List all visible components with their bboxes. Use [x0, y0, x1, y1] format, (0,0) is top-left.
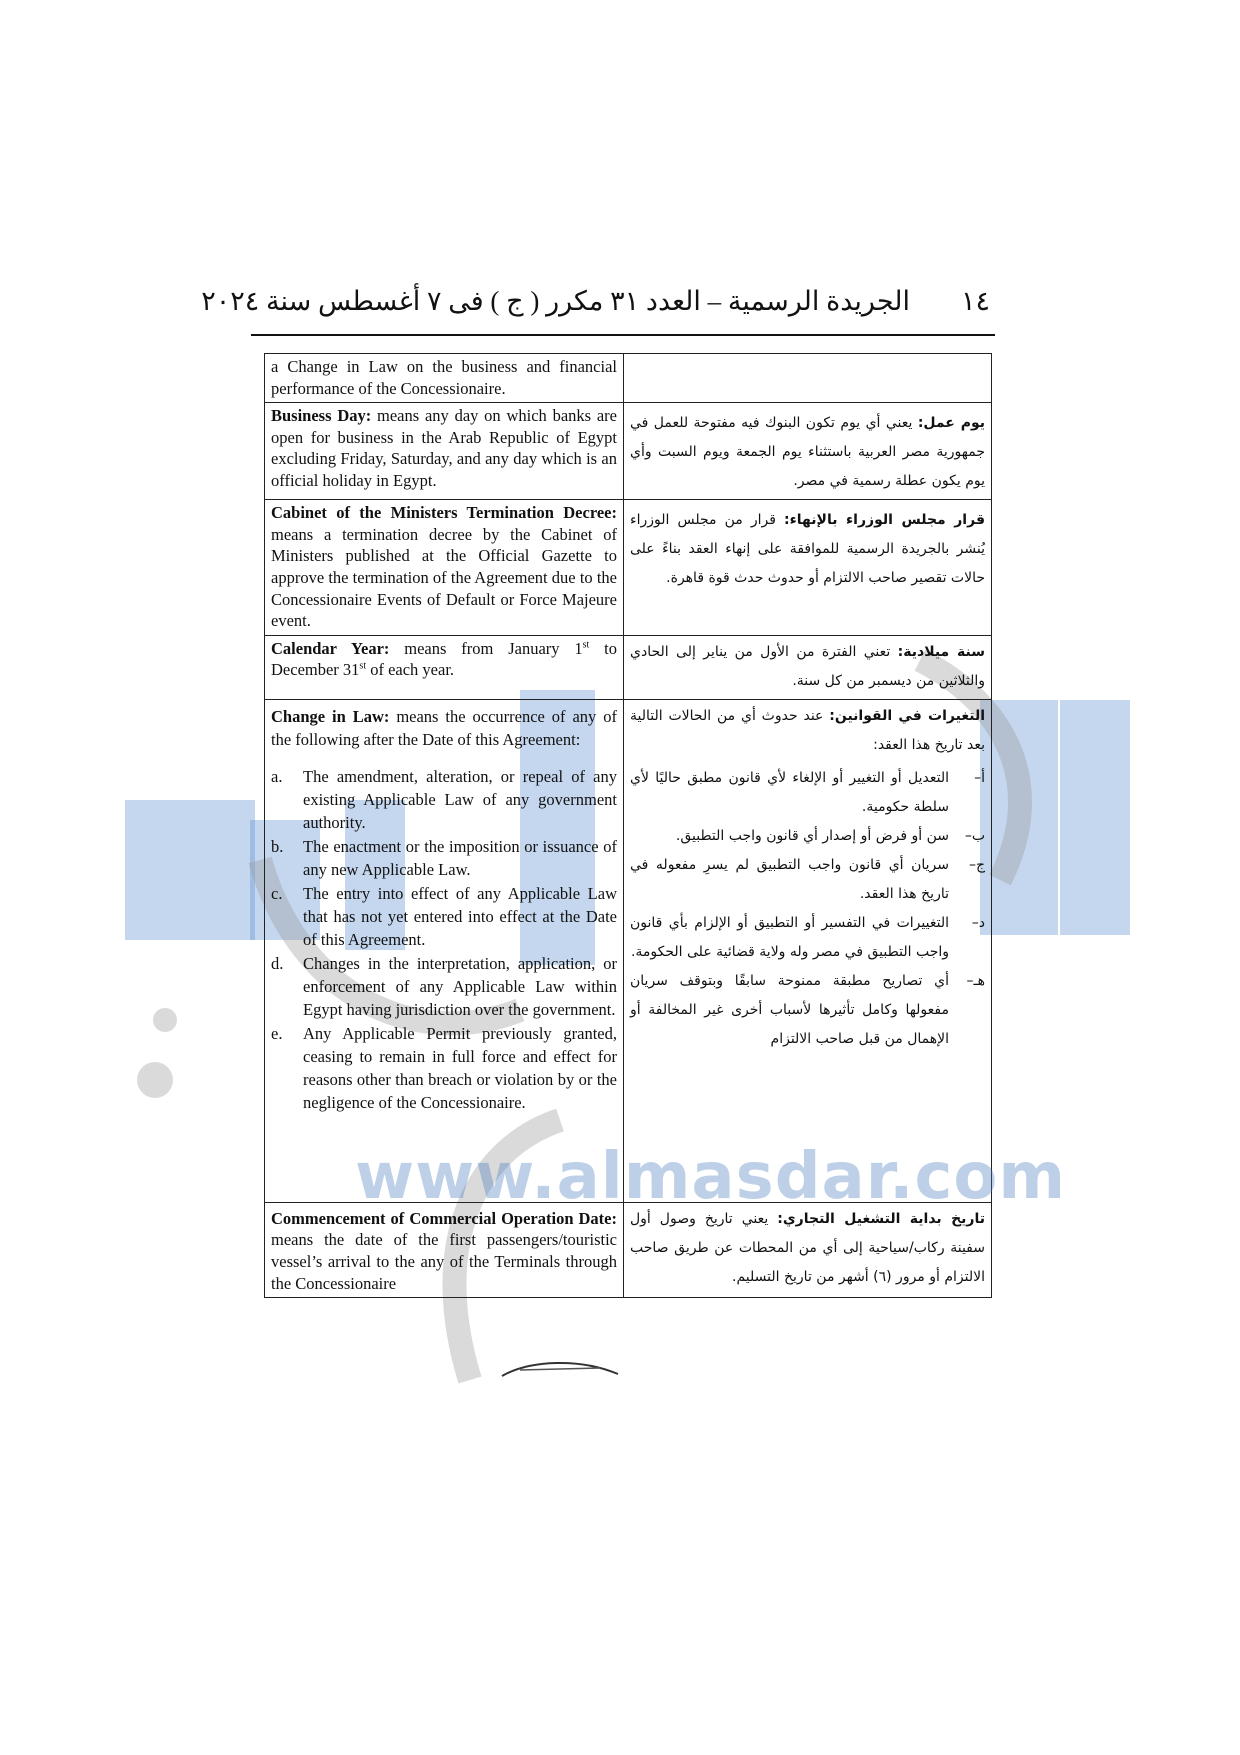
arabic-cell	[624, 354, 992, 403]
watermark-url: www.almasdar.com	[355, 1140, 1067, 1214]
signature-stamp-icon	[500, 1356, 620, 1378]
arabic-cell: تاريخ بداية التشغيل التجاري: يعني تاريخ وصول أول سفينة ركاب/سياحية إلى أي من المحطات عن طريق صاحب الالتزام أو مرور (٦) أشهر من تاريخ التسليم.	[624, 1202, 992, 1297]
arabic-cell: التغيرات في القوانين: عند حدوث أي من الحالات التالية بعد تاريخ هذا العقد: أ– التعديل أو التغيير أو الإلغاء لأي قانون مطبق حاليًا لأي سلطة حكومية. ب– سن أو فرض أو إصدار أي قانون واجب التطبيق. ج– سريان أي قانون واجب التطبيق لم يسرِ مفعوله في تاريخ هذا العقد. د– التغييرات في التفسير أو التطبيق أو الإلزام بأي قانون واجب التطبيق في مصر وله ولاية قضائية على الحكومة. هـ– أي تصاريح مطبقة ممنوحة سابقًا وبتوقف سريان مفعولها وكامل تأثيرها لأسباب أخرى غير المخالفة أو الإهمال من قبل صاحب الالتزام	[624, 699, 992, 1202]
list-item: c. The entry into effect of any Applicable Law that has not yet entered into effect at the Date of this Agreement.	[271, 883, 617, 949]
change-in-law-list	[271, 765, 617, 1114]
list-item: b. The enactment or the imposition or issuance of any new Applicable Law.	[271, 836, 617, 879]
list-item: ب– سن أو فرض أو إصدار أي قانون واجب التطبيق.	[675, 827, 985, 844]
arabic-cell: قرار مجلس الوزراء بالإنهاء: قرار من مجلس الوزراء يُنشر بالجريدة الرسمية للموافقة على إنهاء العقد بناءً على حالات تقصير صاحب الالتزام أو حدوث حدث قوة قاهرة.	[624, 500, 992, 636]
english-cell: Calendar Year: means from January 1st to December 31st of each year.	[265, 635, 624, 699]
list-item: a. The amendment, alteration, or repeal of any existing Applicable Law of any government authority.	[271, 766, 617, 832]
page-number: ١٤	[960, 286, 990, 316]
table-row	[265, 354, 992, 403]
term-cabinet-decree-ar: قرار مجلس الوزراء بالإنهاء:	[784, 512, 985, 529]
table-row	[265, 500, 992, 636]
arabic-cell: سنة ميلادية: تعني الفترة من الأول من يناير إلى الحادي والثلاثين من ديسمبر من كل سنة.	[624, 635, 992, 699]
table-row	[265, 403, 992, 500]
term-calendar-year-ar: سنة ميلادية:	[897, 643, 985, 660]
table-row	[265, 699, 992, 1202]
table-row	[265, 635, 992, 699]
term-change-in-law: Change in Law:	[271, 706, 390, 726]
term-cabinet-decree: Cabinet of the Ministers Termination Decree:	[271, 503, 617, 523]
term-business-day-ar: يوم عمل:	[917, 415, 985, 432]
list-item: هـ– أي تصاريح مطبقة ممنوحة سابقًا وبتوقف سريان مفعولها وكامل تأثيرها لأسباب أخرى غير المخالفة أو الإهمال من قبل صاحب الالتزام	[630, 972, 985, 1047]
list-item: أ– التعديل أو التغيير أو الإلغاء لأي قانون مطبق حاليًا لأي سلطة حكومية.	[630, 769, 985, 815]
list-item: d. Changes in the interpretation, application, or enforcement of any Applicable Law within Egypt having jurisdiction over the government.	[271, 953, 617, 1019]
english-cell: Commencement of Commercial Operation Date: means the date of the first passengers/touristic vessel’s arrival to the any of the Terminals through the Concessionaire	[265, 1202, 624, 1297]
english-cell: Business Day: means any day on which banks are open for business in the Arab Republic of Egypt excluding Friday, Saturday, and any day which is an official holiday in Egypt.	[265, 403, 624, 500]
list-item: e. Any Applicable Permit previously granted, ceasing to remain in full force and effect for reasons other than breach or violation by or the negligence of the Concessionaire.	[271, 1023, 617, 1112]
table-row	[265, 1202, 992, 1297]
list-item: د– التغييرات في التفسير أو التطبيق أو الإلزام بأي قانون واجب التطبيق في مصر وله ولاية قضائية على الحكومة.	[630, 914, 985, 960]
page-header	[201, 286, 990, 322]
term-commercial-operation-date: Commencement of Commercial Operation Date:	[271, 1208, 617, 1228]
english-cell: Change in Law: means the occurrence of any of the following after the Date of this Agreement: a. The amendment, alteration, or repeal of any existing Applicable Law of any government authority. b. The enactment or the imposition or issuance of any new Applicable Law. c. The entry into effect of any Applicable Law that has not yet entered into effect at the Date of this Agreement. d. Changes in the interpretation, application, or enforcement of any Applicable Law within Egypt having jurisdiction over the government. e. Any Applicable Permit previously granted, ceasing to remain in full force and effect for reasons other than breach or violation by or the negligence of the Concessionaire.	[265, 699, 624, 1202]
term-commercial-operation-date-ar: تاريخ بداية التشغيل التجاري:	[777, 1210, 986, 1227]
gazette-title: الجريدة الرسمية – العدد ٣١ مكرر ( ج ) فى ٧ أغسطس سنة ٢٠٢٤	[201, 286, 910, 316]
term-calendar-year: Calendar Year:	[271, 638, 390, 658]
english-cell: a Change in Law on the business and financial performance of the Concessionaire.	[265, 354, 624, 403]
term-business-day: Business Day:	[271, 406, 372, 426]
header-rule	[251, 334, 995, 336]
list-item: ج– سريان أي قانون واجب التطبيق لم يسرِ مفعوله في تاريخ هذا العقد.	[630, 856, 985, 902]
term-change-in-law-ar: التغيرات في القوانين:	[829, 707, 985, 724]
change-in-law-list-ar	[630, 764, 985, 1054]
english-cell: Cabinet of the Ministers Termination Decree: means a termination decree by the Cabinet of Ministers published at the Official Gazette to approve the termination of the Agreement due to the Concessionaire Events of Default or Force Majeure event.	[265, 500, 624, 636]
arabic-cell: يوم عمل: يعني أي يوم تكون البنوك فيه مفتوحة للعمل في جمهورية مصر العربية باستثناء يوم الجمعة ويوم السبت وأي يوم يكون عطلة رسمية في مصر.	[624, 403, 992, 500]
